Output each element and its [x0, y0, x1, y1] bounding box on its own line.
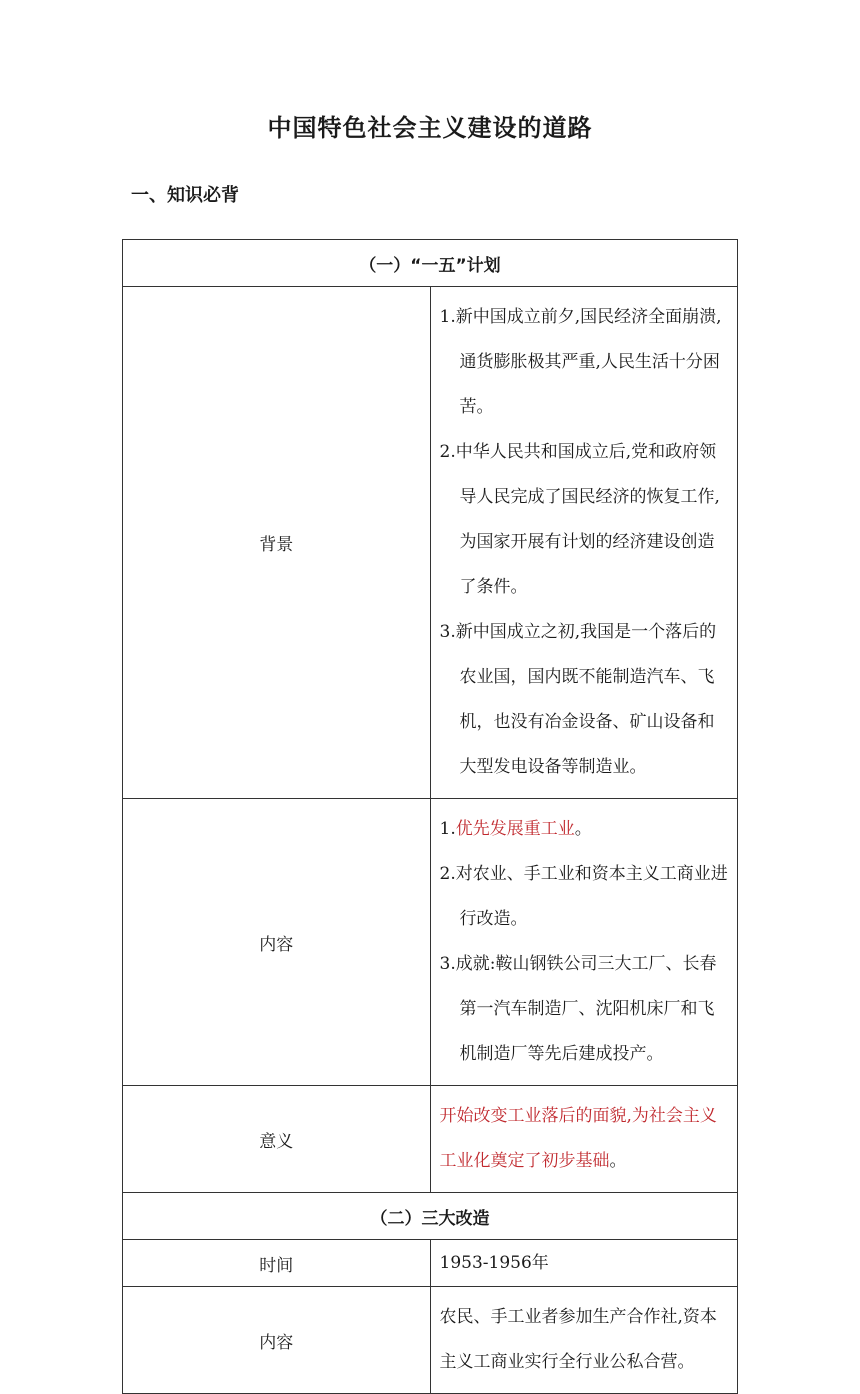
- significance-text: 开始改变工业落后的面貌,为社会主义工业化奠定了初步基础: [439, 1106, 717, 1171]
- content-item: 2.对农业、手工业和资本主义工商业进行改造。: [439, 864, 728, 929]
- highlight-text: 优先发展重工业: [455, 819, 575, 839]
- table-row: [123, 1287, 738, 1394]
- background-label: 背景: [123, 287, 431, 799]
- part2-content-text: 农民、手工业者参加生产合作社,资本主义工商业实行全行业公私合营。: [430, 1287, 738, 1394]
- punctuation: 。: [574, 819, 592, 839]
- part2-content-label: 内容: [123, 1287, 431, 1394]
- background-item: 3.新中国成立之初,我国是一个落后的农业国，国内既不能制造汽车、飞机，也没有冶金设备、矿山设备和大型发电设备等制造业。: [439, 622, 717, 777]
- significance-label: 意义: [123, 1086, 431, 1193]
- content-item: 3.成就:鞍山钢铁公司三大工厂、长春第一汽车制造厂、沈阳机床厂和飞机制造厂等先后建成投产。: [439, 954, 717, 1064]
- part1-heading: （一）“一五”计划: [123, 240, 738, 287]
- table-row: [123, 799, 738, 1086]
- part2-heading: （二）三大改造: [123, 1193, 738, 1240]
- background-item: 2.中华人民共和国成立后,党和政府领导人民完成了国民经济的恢复工作,为国家开展有计划的经济建设创造了条件。: [439, 442, 720, 597]
- table-row: [123, 1086, 738, 1193]
- content-item-number: 1.: [439, 819, 456, 839]
- page-title: 中国特色社会主义建设的道路: [267, 114, 593, 142]
- background-item: 1.新中国成立前夕,国民经济全面崩溃,通货膨胀极其严重,人民生活十分困苦。: [439, 307, 722, 417]
- background-cell: [430, 287, 738, 799]
- content-label: 内容: [123, 799, 431, 1086]
- punctuation: 。: [609, 1151, 627, 1171]
- table-row: [123, 1193, 738, 1240]
- knowledge-table: [122, 239, 738, 1394]
- content-item: [440, 807, 730, 852]
- content-cell: [430, 799, 738, 1086]
- time-value: 1953-1956年: [430, 1240, 738, 1287]
- significance-cell: [430, 1086, 738, 1193]
- time-label: 时间: [123, 1240, 431, 1287]
- table-row: [123, 240, 738, 287]
- table-row: [123, 287, 738, 799]
- table-row: [123, 1240, 738, 1287]
- section-heading: 一、知识必背: [131, 185, 239, 206]
